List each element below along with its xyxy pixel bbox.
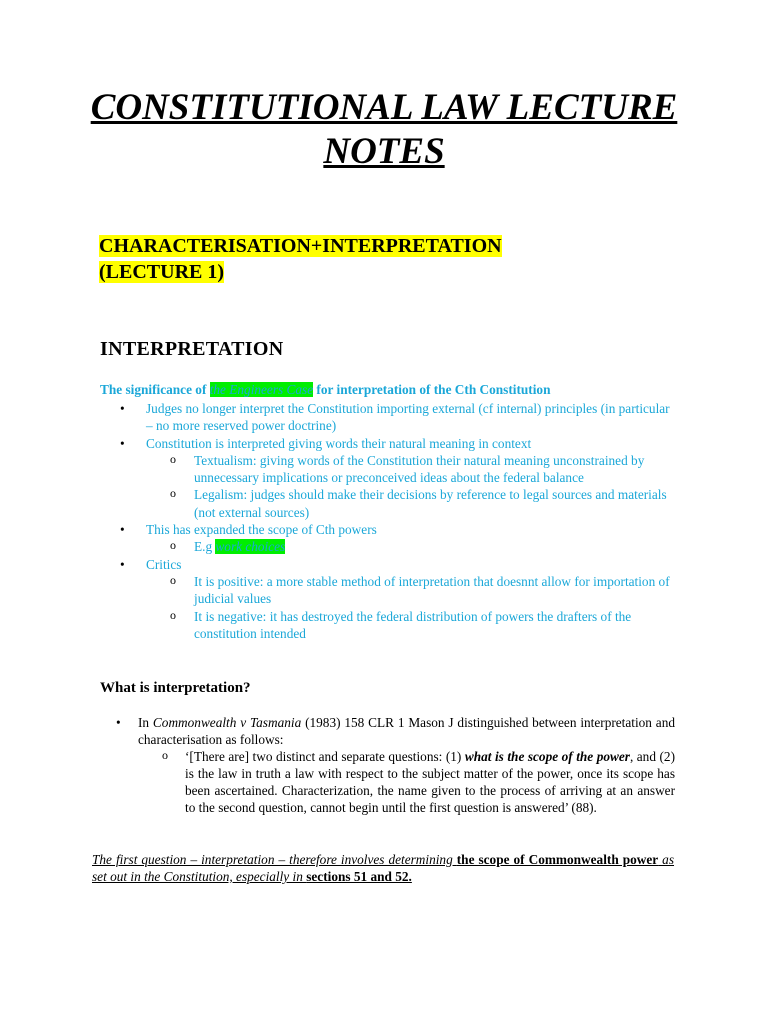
lecture-heading-line2: (LECTURE 1): [99, 261, 225, 283]
conclusion-part2: as set out in the Constitution, especially in: [92, 852, 675, 884]
sub-list-item: [146, 573, 670, 608]
significance-heading: [100, 382, 550, 398]
significance-list: [100, 400, 670, 642]
engineers-case-highlight: the Engineers Case: [209, 382, 314, 397]
sub-list-item: [138, 748, 675, 816]
lecture-heading-line1: CHARACTERISATION+INTERPRETATION: [99, 235, 502, 257]
significance-suffix: for interpretation of the Cth Constitution: [313, 382, 551, 397]
sub-list-item: [146, 608, 670, 643]
what-is-interpretation-heading: What is interpretation?: [100, 680, 251, 696]
quote-emphasis: what is the scope of the power: [464, 749, 630, 764]
mason-quote-list: [113, 714, 675, 816]
work-choices-highlight: work choices: [215, 539, 286, 555]
conclusion-bold1: the scope of Commonwealth power: [456, 852, 659, 867]
sub-list-item: [146, 486, 670, 521]
quote-open: ‘[There are] two distinct and separate questions: (1): [185, 749, 465, 764]
sub-list-item-text: It is positive: a more stable method of interpretation that doesnnt allow for importation of judicial values: [194, 573, 670, 607]
quote-rest: , and (2) is the law in truth a law with respect to the subject matter of the power, once its scope has been ascertained. Characterization, the name given to the process of arriving at an answer to the second question, cannot begin until the first question is answered’ (88).: [185, 749, 675, 815]
conclusion-paragraph: [92, 851, 674, 885]
conclusion-part1: The first question – interpretation – therefore involves determining: [92, 852, 457, 867]
conclusion-bold2: sections 51 and 52.: [306, 869, 412, 884]
sub-list-item-text: It is negative: it has destroyed the federal distribution of powers the drafters of the constitution intended: [194, 608, 632, 641]
list-item-text: Critics: [146, 556, 182, 572]
list-item: [100, 400, 670, 435]
lecture-heading: [99, 233, 502, 285]
list-item: [100, 521, 670, 556]
list-item: [113, 714, 675, 816]
case-name: Commonwealth v Tasmania: [152, 715, 302, 730]
list-item: [100, 435, 670, 521]
list-item-text: This has expanded the scope of Cth powers: [146, 522, 377, 538]
interpretation-heading: INTERPRETATION: [100, 338, 284, 360]
sub-list-item: [146, 538, 670, 555]
significance-prefix: The significance of: [100, 382, 210, 397]
list-item: [100, 556, 670, 642]
bullet-rest: (1983) 158 CLR 1 Mason J distinguished between interpretation and characterisation as follows:: [138, 715, 675, 747]
sub-list-item: [146, 452, 670, 487]
sub-list-item-text: Textualism: giving words of the Constitution their natural meaning unconstrained by unnecessary implications or preconceived ideas about the federal balance: [194, 452, 645, 486]
list-item-text: Constitution is interpreted giving words their natural meaning in context: [146, 435, 532, 451]
bullet-in: In: [138, 715, 153, 730]
sub-list-item-text: Legalism: judges should make their decisions by reference to legal sources and materials (not external sources): [194, 487, 667, 520]
document-title: CONSTITUTIONAL LAW LECTURE NOTES: [90, 87, 678, 172]
sub-list-item-prefix: E.g: [194, 539, 216, 555]
list-item-text: Judges no longer interpret the Constitution importing external (cf internal) principles (in particular – no more reserved power doctrine): [146, 401, 670, 434]
